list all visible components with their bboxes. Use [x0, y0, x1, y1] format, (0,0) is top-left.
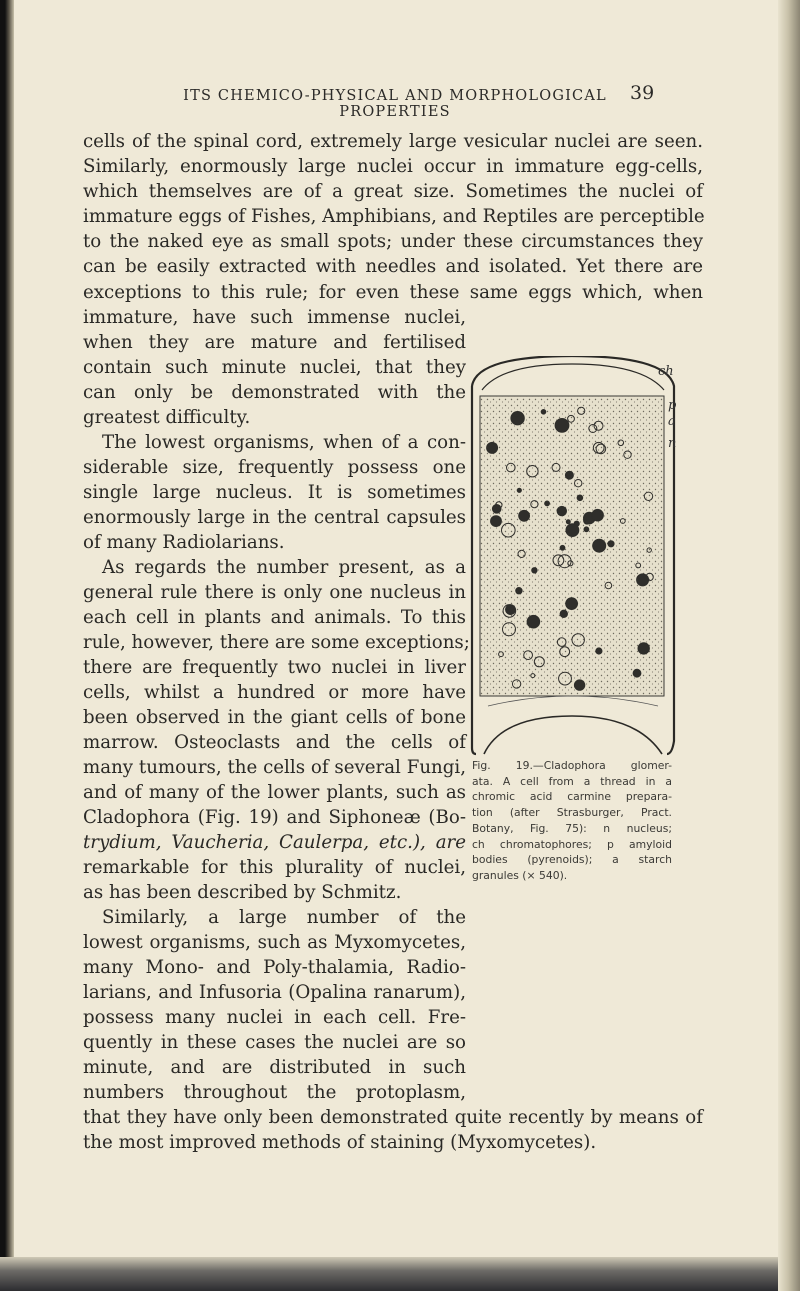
body-line: enormously large in the central capsules [83, 507, 466, 528]
chromatophore-body [566, 520, 570, 524]
chromatophore-body [541, 410, 546, 415]
body-line: remarkable for this plurality of nuclei, [83, 857, 466, 878]
caption-line: Botany, Fig. 75): n nucleus; [472, 821, 672, 835]
body-line: which themselves are of a great size. Sometimes the nuclei of [83, 181, 703, 202]
body-line: trydium, Vaucheria, Caulerpa, etc.), are [83, 832, 466, 853]
caption-line: granules (× 540). [472, 868, 568, 882]
body-line: Similarly, a large number of the [102, 907, 466, 928]
body-line: the most improved methods of staining (Myxomycetes). [83, 1132, 597, 1153]
label-p: p [668, 398, 677, 413]
chromatophore-body [608, 541, 614, 547]
chromatophore-body [511, 412, 524, 425]
caption-line: Fig. 19.—Cladophora glomer- [472, 759, 672, 772]
body-line: cells of the spinal cord, extremely large vesicular nuclei are seen. [83, 131, 703, 152]
label-ch: ch [658, 364, 674, 379]
body-line: there are frequently two nuclei in liver [83, 657, 466, 678]
label-n: n [668, 436, 677, 451]
chromatophore-body [506, 605, 516, 615]
body-line: many Mono- and Poly-thalamia, Radio- [83, 957, 466, 978]
chromatophore-body [545, 501, 550, 506]
body-line: general rule there is only one nucleus in [83, 582, 466, 603]
chromatophore-body [491, 516, 502, 527]
chromatophore-body [633, 669, 641, 677]
chromatophore-body [596, 648, 602, 654]
chromatophore-body [560, 610, 567, 617]
body-line: siderable size, frequently possess one [83, 457, 466, 478]
body-line: larians, and Infusoria (Opalina ranarum), [83, 982, 466, 1003]
chromatophore-body [492, 505, 501, 514]
chromatophore-body [516, 588, 522, 594]
body-line: immature, have such immense nuclei, [83, 307, 466, 328]
chromatophore-body [527, 615, 540, 628]
body-line: immature eggs of Fishes, Amphibians, and Reptiles are perceptible [83, 206, 705, 227]
chromatophore-body [566, 598, 578, 610]
body-line: rule, however, there are some exceptions; [83, 632, 470, 653]
body-line: marrow. Osteoclasts and the cells of [83, 732, 466, 753]
chromatophore-body [638, 643, 649, 654]
caption-line: ch chromatophores; p amyloid [472, 837, 672, 851]
body-line: can only be demonstrated with the [83, 382, 466, 403]
body-line: numbers throughout the protoplasm, [83, 1082, 466, 1103]
body-line: been observed in the giant cells of bone [83, 707, 466, 728]
body-line: The lowest organisms, when of a con- [102, 432, 466, 453]
body-line: many tumours, the cells of several Fungi, [83, 757, 466, 778]
body-line: exceptions to this rule; for even these same eggs which, when [83, 282, 703, 303]
body-line: single large nucleus. It is sometimes [83, 482, 466, 503]
chromatophore-body [593, 539, 606, 552]
figure-caption [472, 758, 672, 884]
body-line: lowest organisms, such as Myxomycetes, [83, 932, 466, 953]
chromatophore-body [487, 442, 498, 453]
chromatophore-body [517, 488, 521, 492]
body-line: quently in these cases the nuclei are so [83, 1032, 466, 1053]
body-line: that they have only been demonstrated quite recently by means of [83, 1107, 703, 1128]
body-line: minute, and are distributed in such [83, 1057, 466, 1078]
chromatophore-body [584, 527, 589, 532]
chromatophore-body [555, 419, 569, 433]
caption-line: bodies (pyrenoids); a starch [472, 853, 672, 867]
body-line: Similarly, enormously large nuclei occur in immature egg-cells, [83, 156, 703, 177]
label-a: a [668, 414, 676, 429]
chromatophore-body [565, 471, 573, 479]
body-line: to the naked eye as small spots; under these circumstances they [83, 231, 703, 252]
chromatophore-body [577, 495, 583, 501]
chromatophore-body [574, 680, 584, 690]
body-line: as has been described by Schmitz. [83, 882, 402, 903]
body-line: each cell in plants and animals. To this [83, 607, 466, 628]
caption-line: ata. A cell from a thread in a [472, 774, 672, 788]
body-line: of many Radiolarians. [83, 532, 285, 553]
body-line: greatest difficulty. [83, 407, 251, 428]
body-line: cells, whilst a hundred or more have [83, 682, 466, 703]
body-line: contain such minute nuclei, that they [83, 357, 466, 378]
body-line: Cladophora (Fig. 19) and Siphoneæ (Bo- [83, 807, 466, 828]
cladophora-cell-figure [462, 356, 682, 756]
cell-illustration [462, 356, 682, 756]
body-line: possess many nuclei in each cell. Fre- [83, 1007, 466, 1028]
page-number: 39 [630, 82, 655, 104]
chromatophore-body [557, 506, 566, 515]
chromatophore-body [532, 568, 537, 573]
body-line: and of many of the lower plants, such as [83, 782, 466, 803]
caption-line: tion (after Strasburger, Pract. [472, 806, 672, 820]
chromatophore-body [519, 510, 530, 521]
running-head: ITS CHEMICO-PHYSICAL AND MORPHOLOGICAL PROPERTIES [183, 88, 607, 120]
body-line: when they are mature and fertilised [83, 332, 466, 353]
chromatophore-body [560, 545, 565, 550]
chromatophore-body [592, 509, 604, 521]
body-line: As regards the number present, as a [102, 557, 466, 578]
body-line: can be easily extracted with needles and isolated. Yet there are [83, 256, 703, 277]
page-bottom-edge [0, 1257, 800, 1291]
caption-line: chromic acid carmine prepara- [472, 790, 672, 804]
chromatophore-body [566, 524, 579, 537]
